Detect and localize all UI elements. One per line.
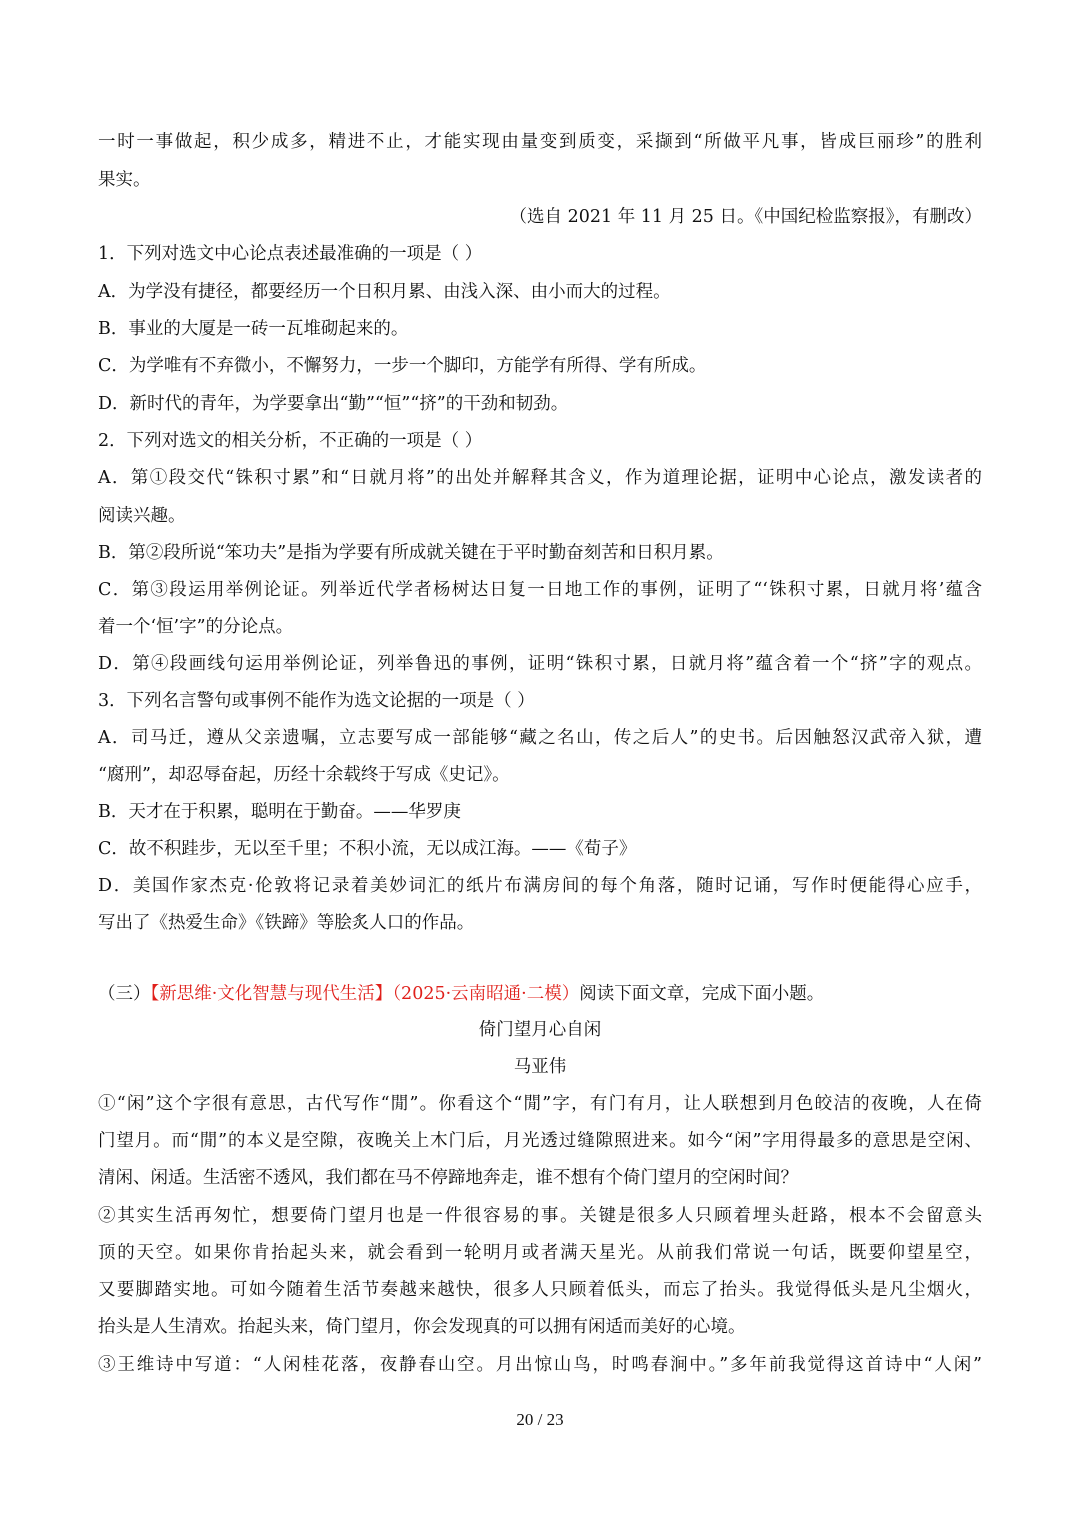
question-option: B．第②段所说“笨功夫”是指为学要有所成就关键在于平时勤奋刻苦和日积月累。 [98, 543, 724, 563]
question-option: C．第③段运用举例论证。列举近代学者杨树达日复一日地工作的事例，证明了“‘铢积寸累，日就月将’蕴含 [98, 580, 982, 600]
section-prefix: （三） [98, 984, 151, 1004]
section-source: （2025·云南昭通·二模） [392, 984, 580, 1004]
question-option-continued: “腐刑”，却忍辱奋起，历经十余载终于写成《史记》。 [98, 765, 510, 785]
article-author: 马亚伟 [513, 1057, 567, 1077]
page-number: 20 / 23 [516, 1410, 564, 1429]
article-line: 又要脚踏实地。可如今随着生活节奏越来越快，很多人只顾着低头，而忘了抬头。我觉得低头是凡尘烟火， [98, 1280, 982, 1300]
question-option: B．天才在于积累，聪明在于勤奋。——华罗庚 [98, 802, 461, 822]
article-title: 倚门望月心自闲 [478, 1020, 602, 1040]
question-option: D．美国作家杰克·伦敦将记录着美妙词汇的纸片布满房间的每个角落，随时记诵，写作时便能得心应手， [98, 876, 982, 896]
article-line: 抬头是人生清欢。抬起头来，倚门望月，你会发现真的可以拥有闲适而美好的心境。 [98, 1317, 746, 1337]
question-option: A．司马迁，遵从父亲遗嘱，立志要写成一部能够“藏之名山，传之后人”的史书。后因触怒汉武帝入狱，遭 [98, 728, 982, 748]
question-option: D．新时代的青年，为学要拿出“勤”“恒”“挤”的干劲和韧劲。 [98, 394, 569, 414]
question-option-continued: 阅读兴趣。 [98, 506, 186, 526]
question-stem: 1．下列对选文中心论点表述最准确的一项是（ ） [98, 244, 483, 264]
question-stem: 2．下列对选文的相关分析，不正确的一项是（ ） [98, 431, 483, 451]
section-tag: 【新思维·文化智慧与现代生活】 [150, 984, 393, 1004]
question-option: C．故不积跬步，无以至千里；不积小流，无以成江海。——《荀子》 [98, 839, 637, 859]
section-header [98, 981, 982, 1007]
question-option: B．事业的大厦是一砖一瓦堆砌起来的。 [98, 319, 409, 339]
question-option: D．第④段画线句运用举例论证，列举鲁迅的事例，证明“铢积寸累，日就月将”蕴含着一个“挤”字的观点。 [98, 654, 982, 674]
question-stem: 3．下列名言警句或事例不能作为选文论据的一项是（ ） [98, 691, 535, 711]
source-note: （选自 2021 年 11 月 25 日。《中国纪检监察报》，有删改） [509, 207, 982, 227]
passage-line: 果实。 [98, 170, 151, 190]
article-line: ③王维诗中写道：“人闲桂花落，夜静春山空。月出惊山鸟，时鸣春涧中。”多年前我觉得这首诗中“人闲” [98, 1355, 982, 1375]
question-option-continued: 着一个‘恒’字”的分论点。 [98, 617, 294, 637]
question-option: C．为学唯有不弃微小，不懈努力，一步一个脚印，方能学有所得、学有所成。 [98, 356, 707, 376]
question-option: A．为学没有捷径，都要经历一个日积月累、由浅入深、由小而大的过程。 [98, 282, 671, 302]
article-line: 门望月。而“閒”的本义是空隙，夜晚关上木门后，月光透过缝隙照进来。如今“闲”字用得最多的意思是空闲、 [98, 1131, 982, 1151]
passage-line: 一时一事做起，积少成多，精进不止，才能实现由量变到质变，采撷到“所做平凡事，皆成巨丽珍”的胜利 [98, 132, 982, 152]
article-line: 顶的天空。如果你肯抬起头来，就会看到一轮明月或者满天星光。从前我们常说一句话，既要仰望星空， [98, 1243, 982, 1263]
question-option: A．第①段交代“铢积寸累”和“日就月将”的出处并解释其含义，作为道理论据，证明中心论点，激发读者的 [98, 468, 982, 488]
section-instruction: 阅读下面文章，完成下面小题。 [579, 984, 825, 1004]
question-option-continued: 写出了《热爱生命》《铁蹄》等脍炙人口的作品。 [98, 913, 475, 933]
article-line: 清闲、闲适。生活密不透风，我们都在马不停蹄地奔走，谁不想有个倚门望月的空闲时间？ [98, 1168, 798, 1188]
article-line: ①“闲”这个字很有意思，古代写作“閒”。你看这个“閒”字，有门有月，让人联想到月色皎洁的夜晚，人在倚 [98, 1094, 982, 1114]
article-line: ②其实生活再匆忙，想要倚门望月也是一件很容易的事。关键是很多人只顾着埋头赶路，根本不会留意头 [98, 1206, 982, 1226]
